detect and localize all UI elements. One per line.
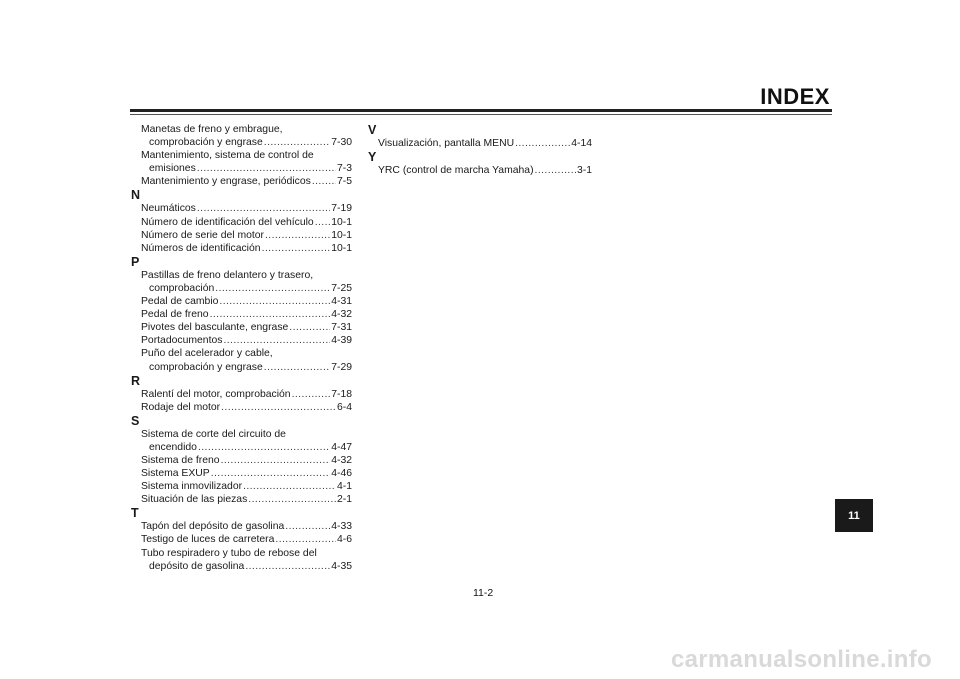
- index-entry: [133, 123, 352, 136]
- index-entry-label: Neumáticos: [141, 203, 196, 215]
- index-entry: [133, 533, 352, 546]
- index-entry-label: encendido: [149, 441, 197, 453]
- dot-leader: [245, 560, 330, 573]
- index-letter-heading: R: [131, 373, 141, 388]
- dot-leader: [315, 216, 331, 229]
- dot-leader: [535, 164, 576, 177]
- index-entry-page: 6-4: [336, 401, 352, 413]
- index-entry: [133, 308, 352, 321]
- index-entry-label: Puño del acelerador y cable,: [141, 348, 273, 360]
- index-entry-page: 7-5: [336, 176, 352, 188]
- index-entry-page: 4-39: [331, 335, 352, 347]
- index-entry-label: Testigo de luces de carretera: [141, 534, 275, 546]
- dot-leader: [285, 520, 330, 533]
- page-title: INDEX: [760, 84, 830, 109]
- index-letter-heading: T: [131, 506, 139, 521]
- index-entry-label: Ralentí del motor, comprobación: [141, 388, 291, 400]
- index-entry-page: 7-3: [336, 163, 352, 175]
- index-entry-label: YRC (control de marcha Yamaha): [378, 165, 534, 177]
- index-entry-label: Tapón del depósito de gasolina: [141, 521, 285, 533]
- index-letter-heading: N: [131, 188, 141, 203]
- index-entry: [133, 321, 352, 334]
- index-entry-page: 4-6: [336, 534, 352, 546]
- index-entry: [133, 149, 352, 162]
- index-entry: [133, 361, 352, 374]
- dot-leader: [264, 361, 330, 374]
- index-entry-label: depósito de gasolina: [149, 560, 245, 572]
- dot-leader: [264, 136, 330, 149]
- index-entry-page: 4-46: [331, 468, 352, 480]
- index-entry-page: 7-30: [331, 137, 352, 149]
- index-column-left: [133, 123, 352, 573]
- index-entry: [133, 269, 352, 282]
- index-entry-page: 4-47: [331, 441, 352, 453]
- dot-leader: [210, 308, 331, 321]
- dot-leader: [215, 282, 330, 295]
- index-entry-label: Manetas de freno y embrague,: [141, 124, 283, 135]
- index-entry-label: Pedal de freno: [141, 309, 209, 321]
- index-entry: [133, 480, 352, 493]
- index-entry: [133, 547, 352, 560]
- index-entry-label: Números de identificación: [141, 242, 261, 254]
- index-entry: [133, 295, 352, 308]
- index-entry: [133, 162, 352, 175]
- index-entry-label: Tubo respiradero y tubo de rebose del: [141, 547, 317, 559]
- index-entry-label: Situación de las piezas: [141, 494, 248, 506]
- index-entry: [133, 441, 352, 454]
- index-entry: [133, 520, 352, 533]
- index-letter-heading: P: [131, 254, 140, 269]
- index-letter-heading: V: [368, 123, 377, 137]
- index-entry-page: 4-32: [331, 309, 352, 321]
- index-entry-label: Sistema EXUP: [141, 468, 210, 480]
- index-entry-label: Visualización, pantalla MENU: [378, 138, 515, 149]
- index-entry-page: 4-1: [336, 481, 352, 493]
- dot-leader: [312, 175, 336, 188]
- dot-leader: [243, 480, 336, 493]
- index-entry: [370, 164, 592, 177]
- index-column-right: [370, 123, 592, 177]
- index-entry-page: 10-1: [331, 216, 352, 228]
- index-entry: [133, 560, 352, 573]
- index-entry: [133, 229, 352, 242]
- index-entry: [133, 136, 352, 149]
- chapter-tab: [835, 499, 873, 532]
- index-entry-label: Pivotes del basculante, engrase: [141, 322, 289, 334]
- dot-leader: [265, 229, 330, 242]
- index-entry-page: 2-1: [336, 494, 352, 506]
- dot-leader: [262, 242, 331, 255]
- index-entry: [133, 282, 352, 295]
- dot-leader: [197, 162, 336, 175]
- index-entry-page: 10-1: [331, 242, 352, 254]
- index-entry: [133, 493, 352, 506]
- index-letter-heading: Y: [368, 150, 377, 165]
- index-entry: [133, 401, 352, 414]
- index-entry-label: Mantenimiento, sistema de control de: [141, 150, 314, 162]
- page-number: 11-2: [473, 587, 494, 599]
- index-entry-page: 7-18: [331, 388, 352, 400]
- index-entry-label: Sistema de corte del circuito de: [141, 428, 286, 440]
- index-entry-label: comprobación: [149, 282, 215, 294]
- index-entry-label: comprobación y engrase: [149, 137, 263, 149]
- dot-leader: [211, 467, 330, 480]
- index-entry: [133, 428, 352, 441]
- index-entry-page: 7-29: [331, 361, 352, 373]
- index-entry-label: Rodaje del motor: [141, 401, 221, 413]
- index-entry-label: Sistema inmovilizador: [141, 481, 243, 493]
- index-entry-label: comprobación y engrase: [149, 361, 263, 373]
- index-entry-page: 7-25: [331, 282, 352, 294]
- index-entry-page: 7-19: [331, 203, 352, 215]
- dot-leader: [221, 401, 336, 414]
- dot-leader: [292, 388, 331, 401]
- index-entry: [133, 347, 352, 360]
- dot-leader: [221, 454, 331, 467]
- dot-leader: [223, 334, 330, 347]
- index-entry-label: Mantenimiento y engrase, periódicos: [141, 176, 311, 188]
- index-entry: [133, 467, 352, 480]
- index-entry-page: 3-1: [576, 165, 592, 177]
- index-entry: [370, 137, 592, 150]
- index-entry: [133, 454, 352, 467]
- dot-leader: [197, 202, 330, 215]
- index-entry-page: 4-32: [331, 454, 352, 466]
- index-entry-label: Sistema de freno: [141, 454, 220, 466]
- index-entry-label: Portadocumentos: [141, 335, 223, 347]
- index-entry-label: Pastillas de freno delantero y trasero,: [141, 269, 314, 281]
- index-entry-label: Número de serie del motor: [141, 229, 265, 241]
- index-entry-page: 4-33: [331, 521, 352, 533]
- dot-leader: [219, 295, 330, 308]
- chapter-tab-label: 11: [848, 509, 860, 522]
- index-entry-page: 4-14: [571, 138, 592, 149]
- dot-leader: [248, 493, 336, 506]
- index-entry-page: 4-35: [331, 560, 352, 572]
- index-entry-label: Número de identificación del vehículo: [141, 216, 314, 228]
- dot-leader: [515, 137, 570, 150]
- index-entry: [133, 242, 352, 255]
- header-rule: [130, 109, 832, 112]
- index-entry: [133, 202, 352, 215]
- index-entry-label: Pedal de cambio: [141, 296, 219, 308]
- index-entry-label: emisiones: [149, 163, 196, 175]
- index-entry-page: 7-31: [331, 322, 352, 334]
- dot-leader: [289, 321, 330, 334]
- index-entry-page: 4-31: [331, 296, 352, 308]
- index-letter-heading: S: [131, 413, 140, 428]
- dot-leader: [198, 441, 330, 454]
- dot-leader: [275, 533, 336, 546]
- index-entry: [133, 175, 352, 188]
- index-entry: [133, 216, 352, 229]
- index-entry: [133, 388, 352, 401]
- watermark: carmanualsonline.info: [670, 646, 932, 673]
- index-entry-page: 10-1: [331, 229, 352, 241]
- index-entry: [133, 334, 352, 347]
